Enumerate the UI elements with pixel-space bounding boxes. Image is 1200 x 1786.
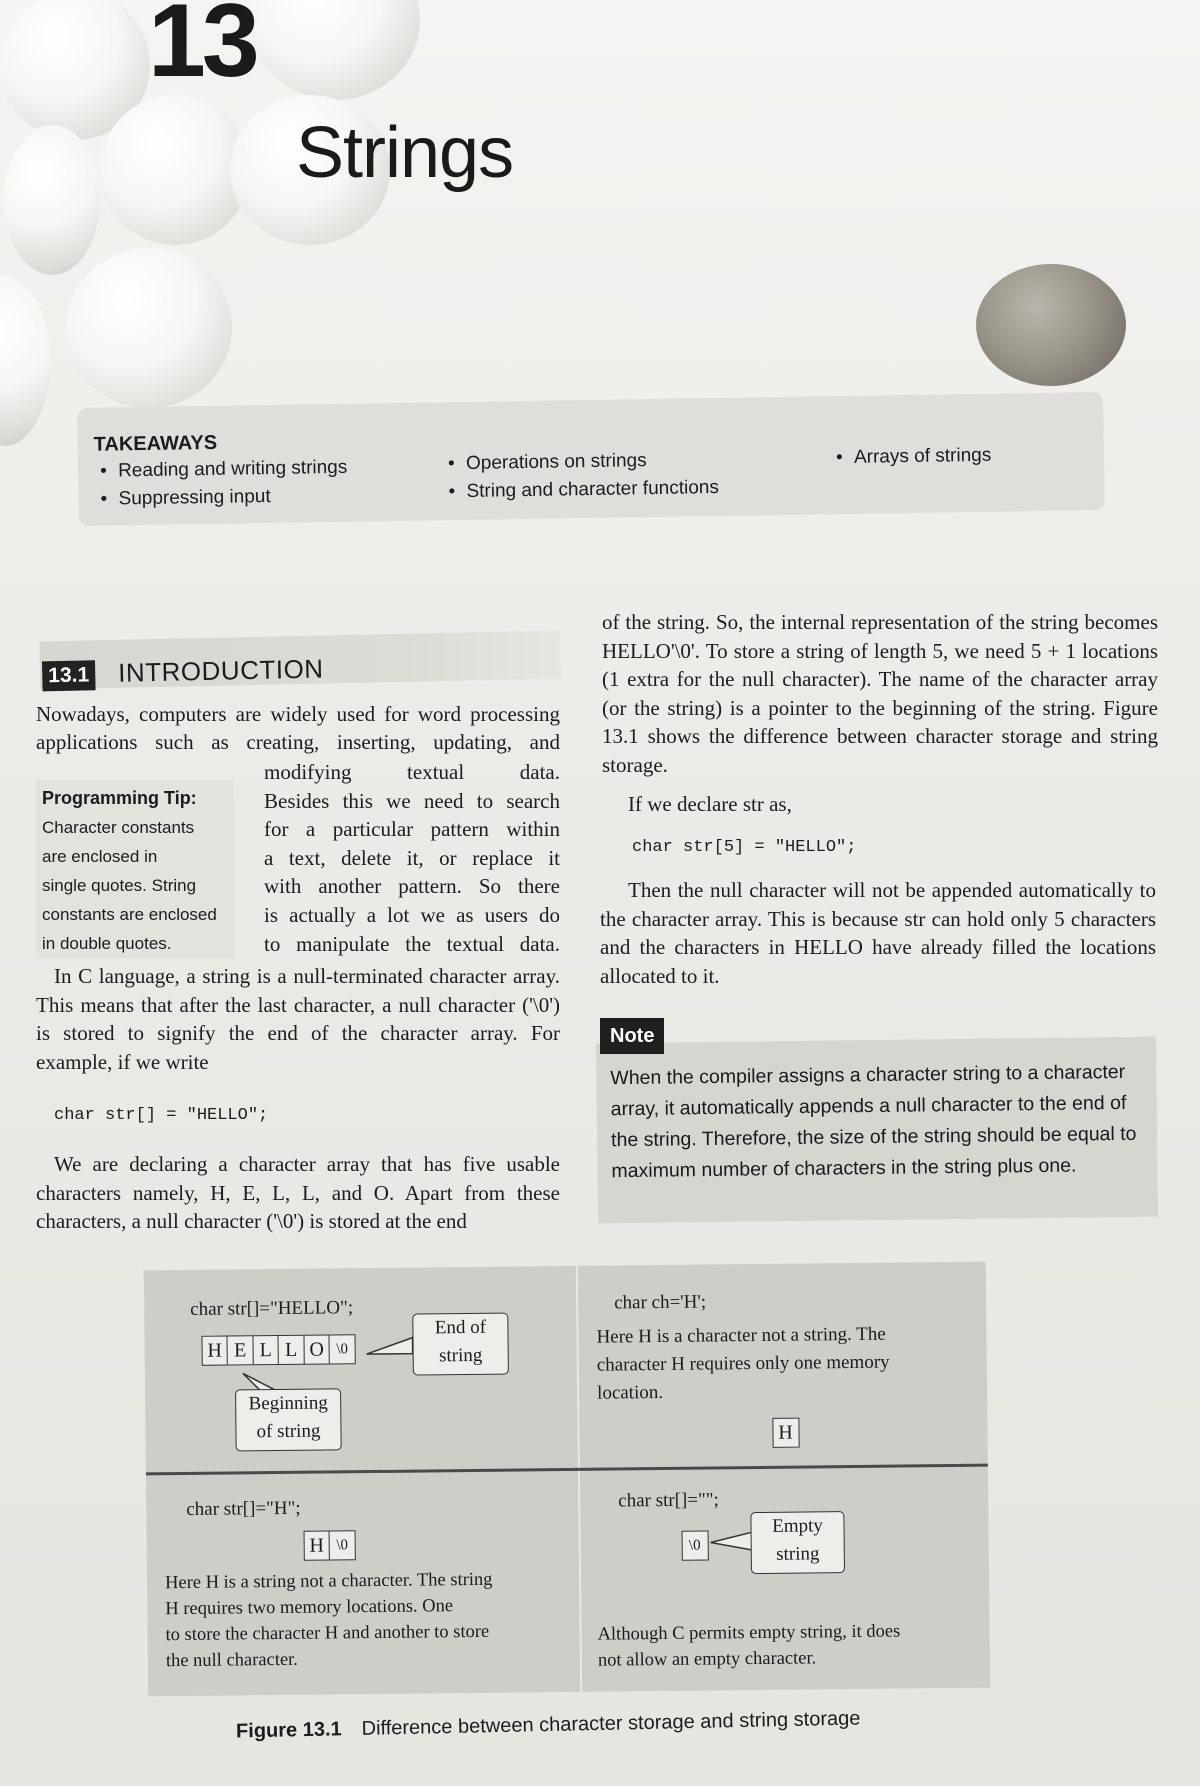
paragraph-declare-str: If we declare str as,: [628, 792, 792, 816]
figure-caption: [236, 1707, 861, 1743]
takeaways-list-2: [446, 446, 719, 506]
note-label: Note: [600, 1018, 664, 1054]
intro-line-1: Nowadays, computers are widely used for word processing: [36, 702, 560, 726]
intro-line-2: applications such as creating, inserting, updating, and: [36, 730, 560, 754]
fig-text-line: character H requires only one memory: [596, 1351, 890, 1376]
section-title: INTRODUCTION: [117, 653, 324, 688]
takeaway-item: • Reading and writing strings: [98, 454, 348, 486]
tip-line: single quotes. String: [42, 876, 197, 895]
char-cell: O: [303, 1334, 330, 1364]
null-char-cell: \0: [681, 1531, 708, 1561]
callout-line: End of: [434, 1316, 487, 1339]
paragraph-null-terminated: In C language, a string is a null-terminated character array. This means that after the last character, a null character ('\0') is stored to signify the end of the character array. For example, if we write: [36, 964, 560, 1074]
tip-line: Character constants: [42, 818, 195, 837]
fig-text-line: Here H is a character not a string. The: [596, 1323, 886, 1348]
fig-string-explanation: [165, 1566, 576, 1674]
code-example-1: char str[] = "HELLO";: [54, 1106, 269, 1125]
fig-callout-arrows: [144, 1266, 566, 1470]
null-char-cell: \0: [328, 1334, 355, 1364]
callout-line: string: [776, 1543, 820, 1565]
char-cell: H: [772, 1418, 799, 1448]
takeaways-list-3: [834, 442, 992, 472]
null-char-cell: \0: [329, 1530, 356, 1560]
char-cell: L: [252, 1335, 279, 1365]
fig-character-explanation: [596, 1320, 977, 1408]
takeaways-heading: TAKEAWAYS: [93, 431, 218, 456]
paragraph-internal-representation: of the string. So, the internal representation of the string becomes HELLO'\0'. To store a string of length 5, we need 5 + 1 locations (1 extra for the null character). The name of the character array (or the string) is a pointer to the beginning of the string. Figure 13.1 shows the difference between character storage and string storage.: [602, 610, 1158, 777]
fig-code-empty-string: char str[]="";: [618, 1489, 719, 1512]
wrapped-paragraph: [264, 758, 560, 958]
fig-code-string-h: char str[]="H";: [186, 1497, 301, 1520]
fig-text-line: Although C permits empty string, it does: [597, 1621, 901, 1645]
wrap-line: for a particular pattern within: [264, 817, 560, 842]
note-box: [596, 1037, 1158, 1224]
paragraph-null-not-appended: Then the null character will not be appended automatically to the character array. This is because str can hold only 5 characters and the characters in HELLO have already filled the locations allocated to it.: [600, 878, 1156, 988]
char-cell: L: [277, 1335, 304, 1365]
callout-line: of string: [256, 1420, 321, 1443]
figure-caption-label: Figure 13.1: [235, 1718, 342, 1743]
fig-code-char-h: char ch='H';: [614, 1291, 707, 1314]
wrap-line: with another pattern. So there: [264, 874, 560, 899]
takeaway-item: • Operations on strings: [446, 446, 719, 478]
wrap-line: Besides this we need to search: [264, 788, 560, 813]
figure-caption-text: Difference between character storage and string storage: [361, 1707, 861, 1740]
section-number: 13.1: [42, 660, 95, 691]
takeaways-box: [77, 392, 1105, 526]
decorative-ball-3: [100, 95, 250, 245]
tip-line: are enclosed in: [42, 847, 158, 866]
wrap-line: is actually a lot we as users do: [264, 902, 560, 927]
char-cell: H: [303, 1530, 330, 1560]
fig-empty-callout-arrow: [706, 1514, 757, 1565]
tip-line: in double quotes.: [42, 934, 172, 953]
char-cell: H: [201, 1336, 228, 1366]
fig-single-char-cell: [773, 1418, 799, 1448]
figure-13-1: [144, 1262, 990, 1697]
takeaway-item: • Suppressing input: [98, 482, 348, 514]
decorative-ball-2: [250, 0, 420, 100]
takeaways-list-1: [98, 454, 348, 514]
decorative-ball-6: [66, 248, 232, 408]
decorative-ball-7: [0, 276, 50, 446]
fig-empty-string-cell: [683, 1531, 709, 1561]
fig-empty-explanation: [597, 1618, 988, 1674]
wrap-line: a text, delete it, or replace it: [264, 845, 560, 870]
paragraph-declaring: We are declaring a character array that has five usable characters namely, H, E, L, L, and O. Apart from these characters, a null character ('\0') is stored at the end: [36, 1152, 560, 1234]
fig-text-line: H requires two memory locations. One: [165, 1596, 454, 1620]
note-text: When the compiler assigns a character string to a character array, it automatically appends a null character to the end of the string. Therefore, the size of the string should be equal to maximum number of characters in the string plus one.: [610, 1060, 1137, 1183]
fig-code-string-hello: char str[]="HELLO";: [190, 1297, 354, 1320]
fig-text-line: not allow an empty character.: [597, 1648, 817, 1671]
takeaway-item: • Arrays of strings: [834, 442, 992, 472]
tip-line: constants are enclosed: [42, 905, 217, 924]
fig-text-line: location.: [596, 1381, 664, 1404]
section-heading: [40, 631, 561, 690]
fig-text-line: Here H is a string not a character. The string: [164, 1569, 493, 1594]
fig-h-string-cells: [305, 1530, 356, 1561]
chapter-number: 13: [148, 0, 256, 99]
code-example-2: char str[5] = "HELLO";: [632, 838, 857, 857]
callout-line: Empty: [772, 1515, 823, 1537]
programming-tip-title: Programming Tip:: [42, 788, 197, 808]
fig-empty-string-callout: [750, 1511, 845, 1574]
decorative-ball-5: [4, 125, 100, 275]
takeaway-item: • String and character functions: [446, 474, 719, 506]
callout-line: Beginning: [248, 1392, 328, 1415]
wrap-line: modifying textual data.: [264, 760, 560, 784]
wrap-line: to manipulate the textual data.: [264, 931, 560, 956]
programming-tip-box: [36, 780, 234, 958]
callout-line: string: [438, 1344, 483, 1367]
end-callout-pointer: [367, 1338, 413, 1354]
figure-divider-vertical: [576, 1266, 582, 1692]
fig-beginning-of-string-callout: [235, 1388, 342, 1451]
fig-text-line: to store the character H and another to store: [165, 1621, 490, 1646]
chapter-title: Strings: [296, 113, 514, 193]
fig-text-line: the null character.: [165, 1649, 298, 1672]
char-cell: E: [226, 1335, 253, 1365]
empty-callout-pointer: [711, 1532, 753, 1550]
decorative-ball-grey: [976, 264, 1126, 386]
